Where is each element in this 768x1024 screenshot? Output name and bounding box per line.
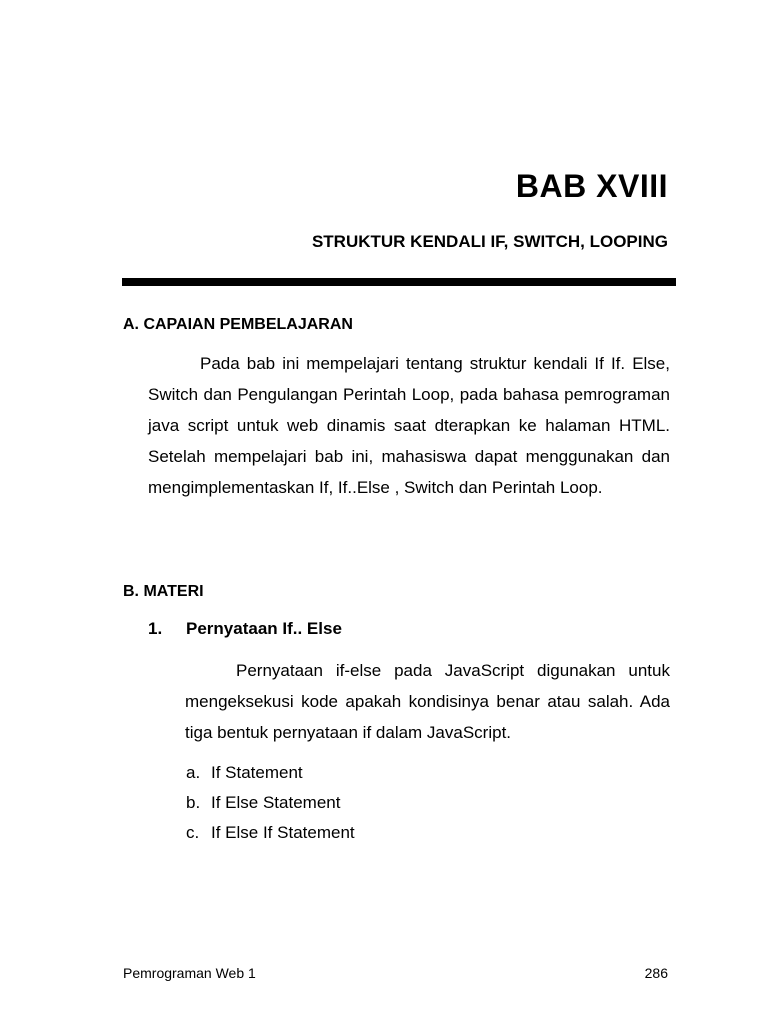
header-divider: [122, 278, 676, 286]
learning-outcome-paragraph: Pada bab ini mempelajari tentang struktur kendali If If. Else, Switch dan Pengulangan Perintah Loop, pada bahasa pemrograman java script untuk web dinamis saat dterapkan ke halaman HTML. Setelah mempelajari bab ini, mahasiswa dapat menggunakan dan mengimplementaskan If, If..Else , Switch dan Perintah Loop.: [148, 354, 670, 497]
footer-book-title: Pemrograman Web 1: [123, 965, 256, 981]
list-marker: b.: [186, 793, 201, 812]
list-item-text: If Else If Statement: [211, 823, 355, 842]
chapter-title: BAB XVIII: [515, 168, 668, 204]
chapter-subtitle: STRUKTUR KENDALI IF, SWITCH, LOOPING: [311, 232, 668, 251]
list-item-text: If Else Statement: [211, 793, 341, 812]
list-marker: c.: [186, 823, 200, 842]
if-else-paragraph: Pernyataan if-else pada JavaScript digunakan untuk mengeksekusi kode apakah kondisinya benar atau salah. Ada tiga bentuk pernyataan if dalam JavaScript.: [185, 661, 670, 742]
section-heading-capaian: A. CAPAIAN PEMBELAJARAN: [123, 316, 353, 333]
list-item-text: If Statement: [211, 763, 303, 782]
if-forms-list: [186, 758, 355, 848]
section-heading-materi: B. MATERI: [123, 583, 204, 600]
subsection-number: 1.: [148, 619, 163, 638]
list-item: [186, 788, 355, 818]
list-marker: a.: [186, 763, 201, 782]
list-item: [186, 758, 355, 788]
subsection-title: Pernyataan If.. Else: [186, 619, 342, 638]
list-item: [186, 818, 355, 848]
footer-page-number: 286: [644, 965, 668, 981]
subsection-heading-if-else: [148, 619, 342, 639]
